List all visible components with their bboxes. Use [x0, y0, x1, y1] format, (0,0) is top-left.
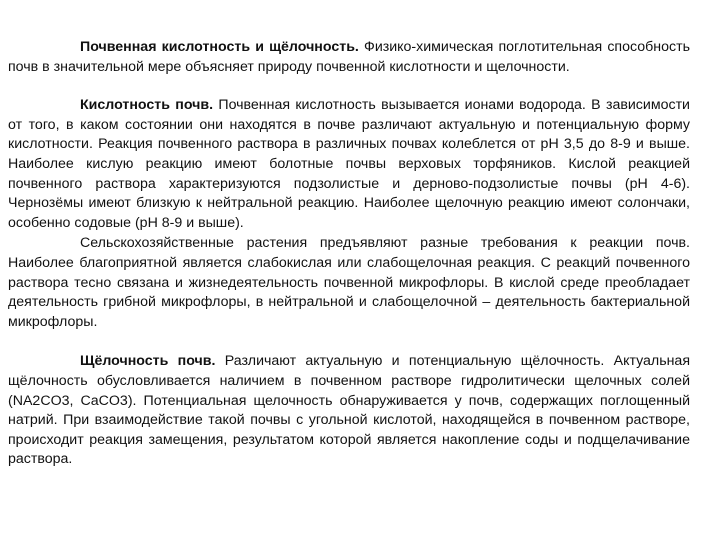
acidity-heading: Кислотность почв. — [80, 97, 214, 114]
plants-paragraph — [8, 234, 690, 332]
acidity-text: Почвенная кислотность вызывается ионами водорода. В зависимости от того, в каком состоянии они находятся в почве различают актуальную и потенциальную форму кислотности. Реакция почвенного раствора в различных почвах колеблется от рН 3,5 до 8-9 и выше. Наиболее кислую реакцию имеют болотные почвы верховых торфяников. Кислой реакцией почвенного раствора характеризуются подзолистые и дерново-подзолистые почвы (рН 4-6). Чернозёмы имеют близкую к нейтральной реакцию. Наиболее щелочную реакцию имеют солончаки, особенно содовые (рН 8-9 и выше). — [8, 97, 690, 231]
plants-text: Сельскохозяйственные растения предъявляют разные требования к реакции почв. Наиболее благоприятной является слабокислая или слабощелочная реакция. С реакций почвенного раствора тесно связана и жизнедеятельность почвенной микрофлоры. В кислой среде преобладает деятельность грибной микрофлоры, в нейтральной и слабощелочной – деятельность бактериальной микрофлоры. — [8, 235, 690, 330]
alkalinity-text: Различают актуальную и потенциальную щёлочность. Актуальная щёлочность обусловливается наличием в почвенном растворе гидролитически щелочных солей (NA2CO3, CaCO3). Потенциальная щелочность обнаруживается у почв, содержащих поглощенный натрий. При взаимодействие такой почвы с угольной кислотой, находящейся в почвенном растворе, происходит реакция замещения, результатом которой является накопление соды и подщелачивание раствора. — [8, 353, 691, 468]
intro-heading: Почвенная кислотность и щёлочность. — [80, 39, 359, 55]
alkalinity-paragraph — [8, 352, 690, 470]
alkalinity-heading: Щёлочность почв. — [80, 353, 216, 370]
intro-text: Физико-химическая поглотительная способность почв в значительной мере объясняет природу почвенной кислотности и щелочности. — [8, 39, 690, 75]
document-body — [8, 38, 690, 470]
intro-paragraph — [8, 38, 690, 77]
acidity-paragraph — [8, 96, 690, 233]
